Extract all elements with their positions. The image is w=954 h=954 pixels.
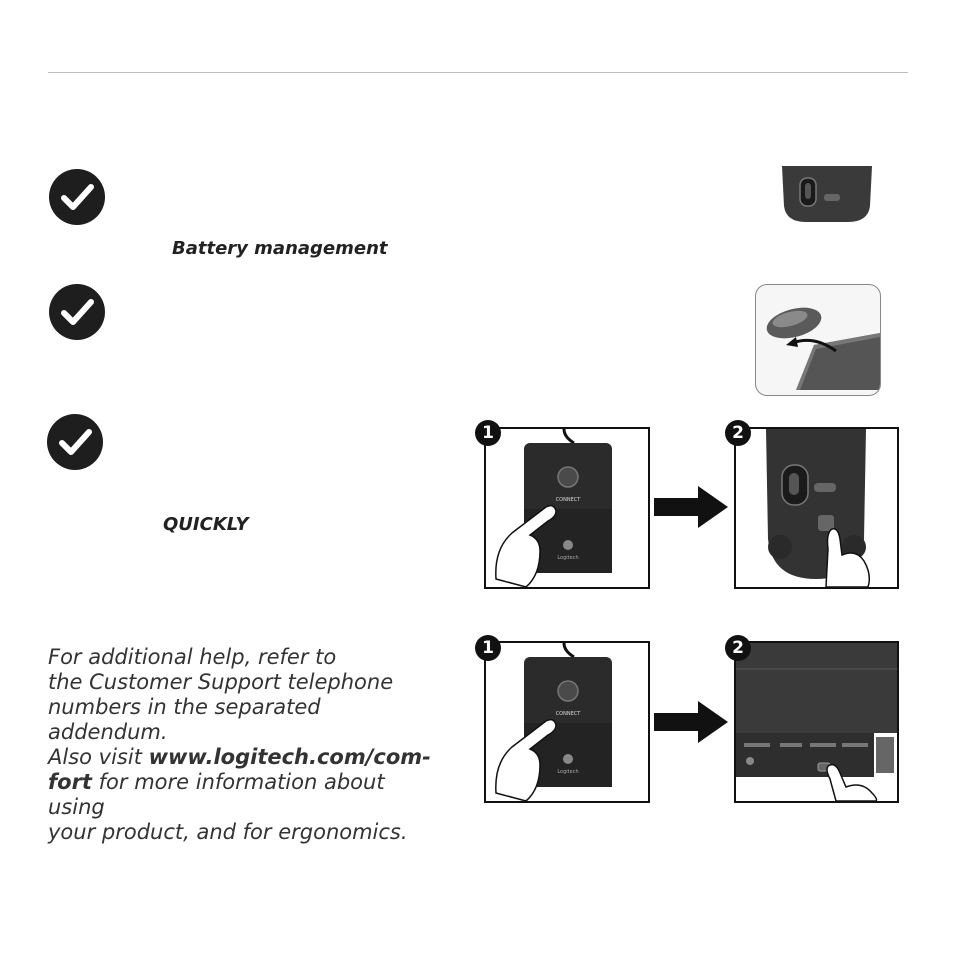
- website-link-part2[interactable]: fort: [48, 770, 92, 794]
- battery-management-label: Battery management: [172, 238, 388, 259]
- website-link-part1[interactable]: www.logitech.com/com-: [148, 745, 431, 769]
- visit-text: [48, 745, 438, 845]
- top-divider: [48, 72, 908, 73]
- help-line-3: numbers in the separated addendum.: [48, 695, 321, 744]
- step-2-keyboard-panel: [734, 641, 899, 803]
- help-line-2: the Customer Support telephone: [48, 670, 394, 694]
- step-2-mouse-panel: [734, 427, 899, 589]
- visit-line-3: your product, and for ergonomics.: [48, 820, 408, 844]
- step-1-badge: 1: [475, 420, 501, 446]
- logitech-brand: Logitech: [557, 555, 579, 561]
- checkmark-icon: [49, 169, 105, 225]
- quickly-label: QUICKLY: [163, 514, 249, 535]
- help-line-1: For additional help, refer to: [48, 645, 337, 669]
- right-arrow-icon: [654, 701, 728, 747]
- step-1-receiver-panel-keyboard: [484, 641, 650, 803]
- right-arrow-icon: [654, 486, 728, 532]
- connect-label: CONNECT: [555, 497, 581, 503]
- checkmark-icon: [47, 414, 103, 470]
- visit-prefix: Also visit: [48, 745, 149, 769]
- step-1-badge: 1: [475, 635, 501, 661]
- connect-label: CONNECT: [555, 711, 581, 717]
- visit-suffix: for more information about using: [48, 770, 385, 819]
- step-2-badge: 2: [725, 635, 751, 661]
- step-2-badge: 2: [725, 420, 751, 446]
- help-text: [48, 645, 438, 745]
- checkmark-icon: [49, 284, 105, 340]
- step-1-receiver-panel: [484, 427, 650, 589]
- logitech-brand: Logitech: [557, 769, 579, 775]
- mouse-and-pad-thumbnail: [755, 284, 881, 396]
- mouse-underside-thumbnail: [778, 166, 876, 222]
